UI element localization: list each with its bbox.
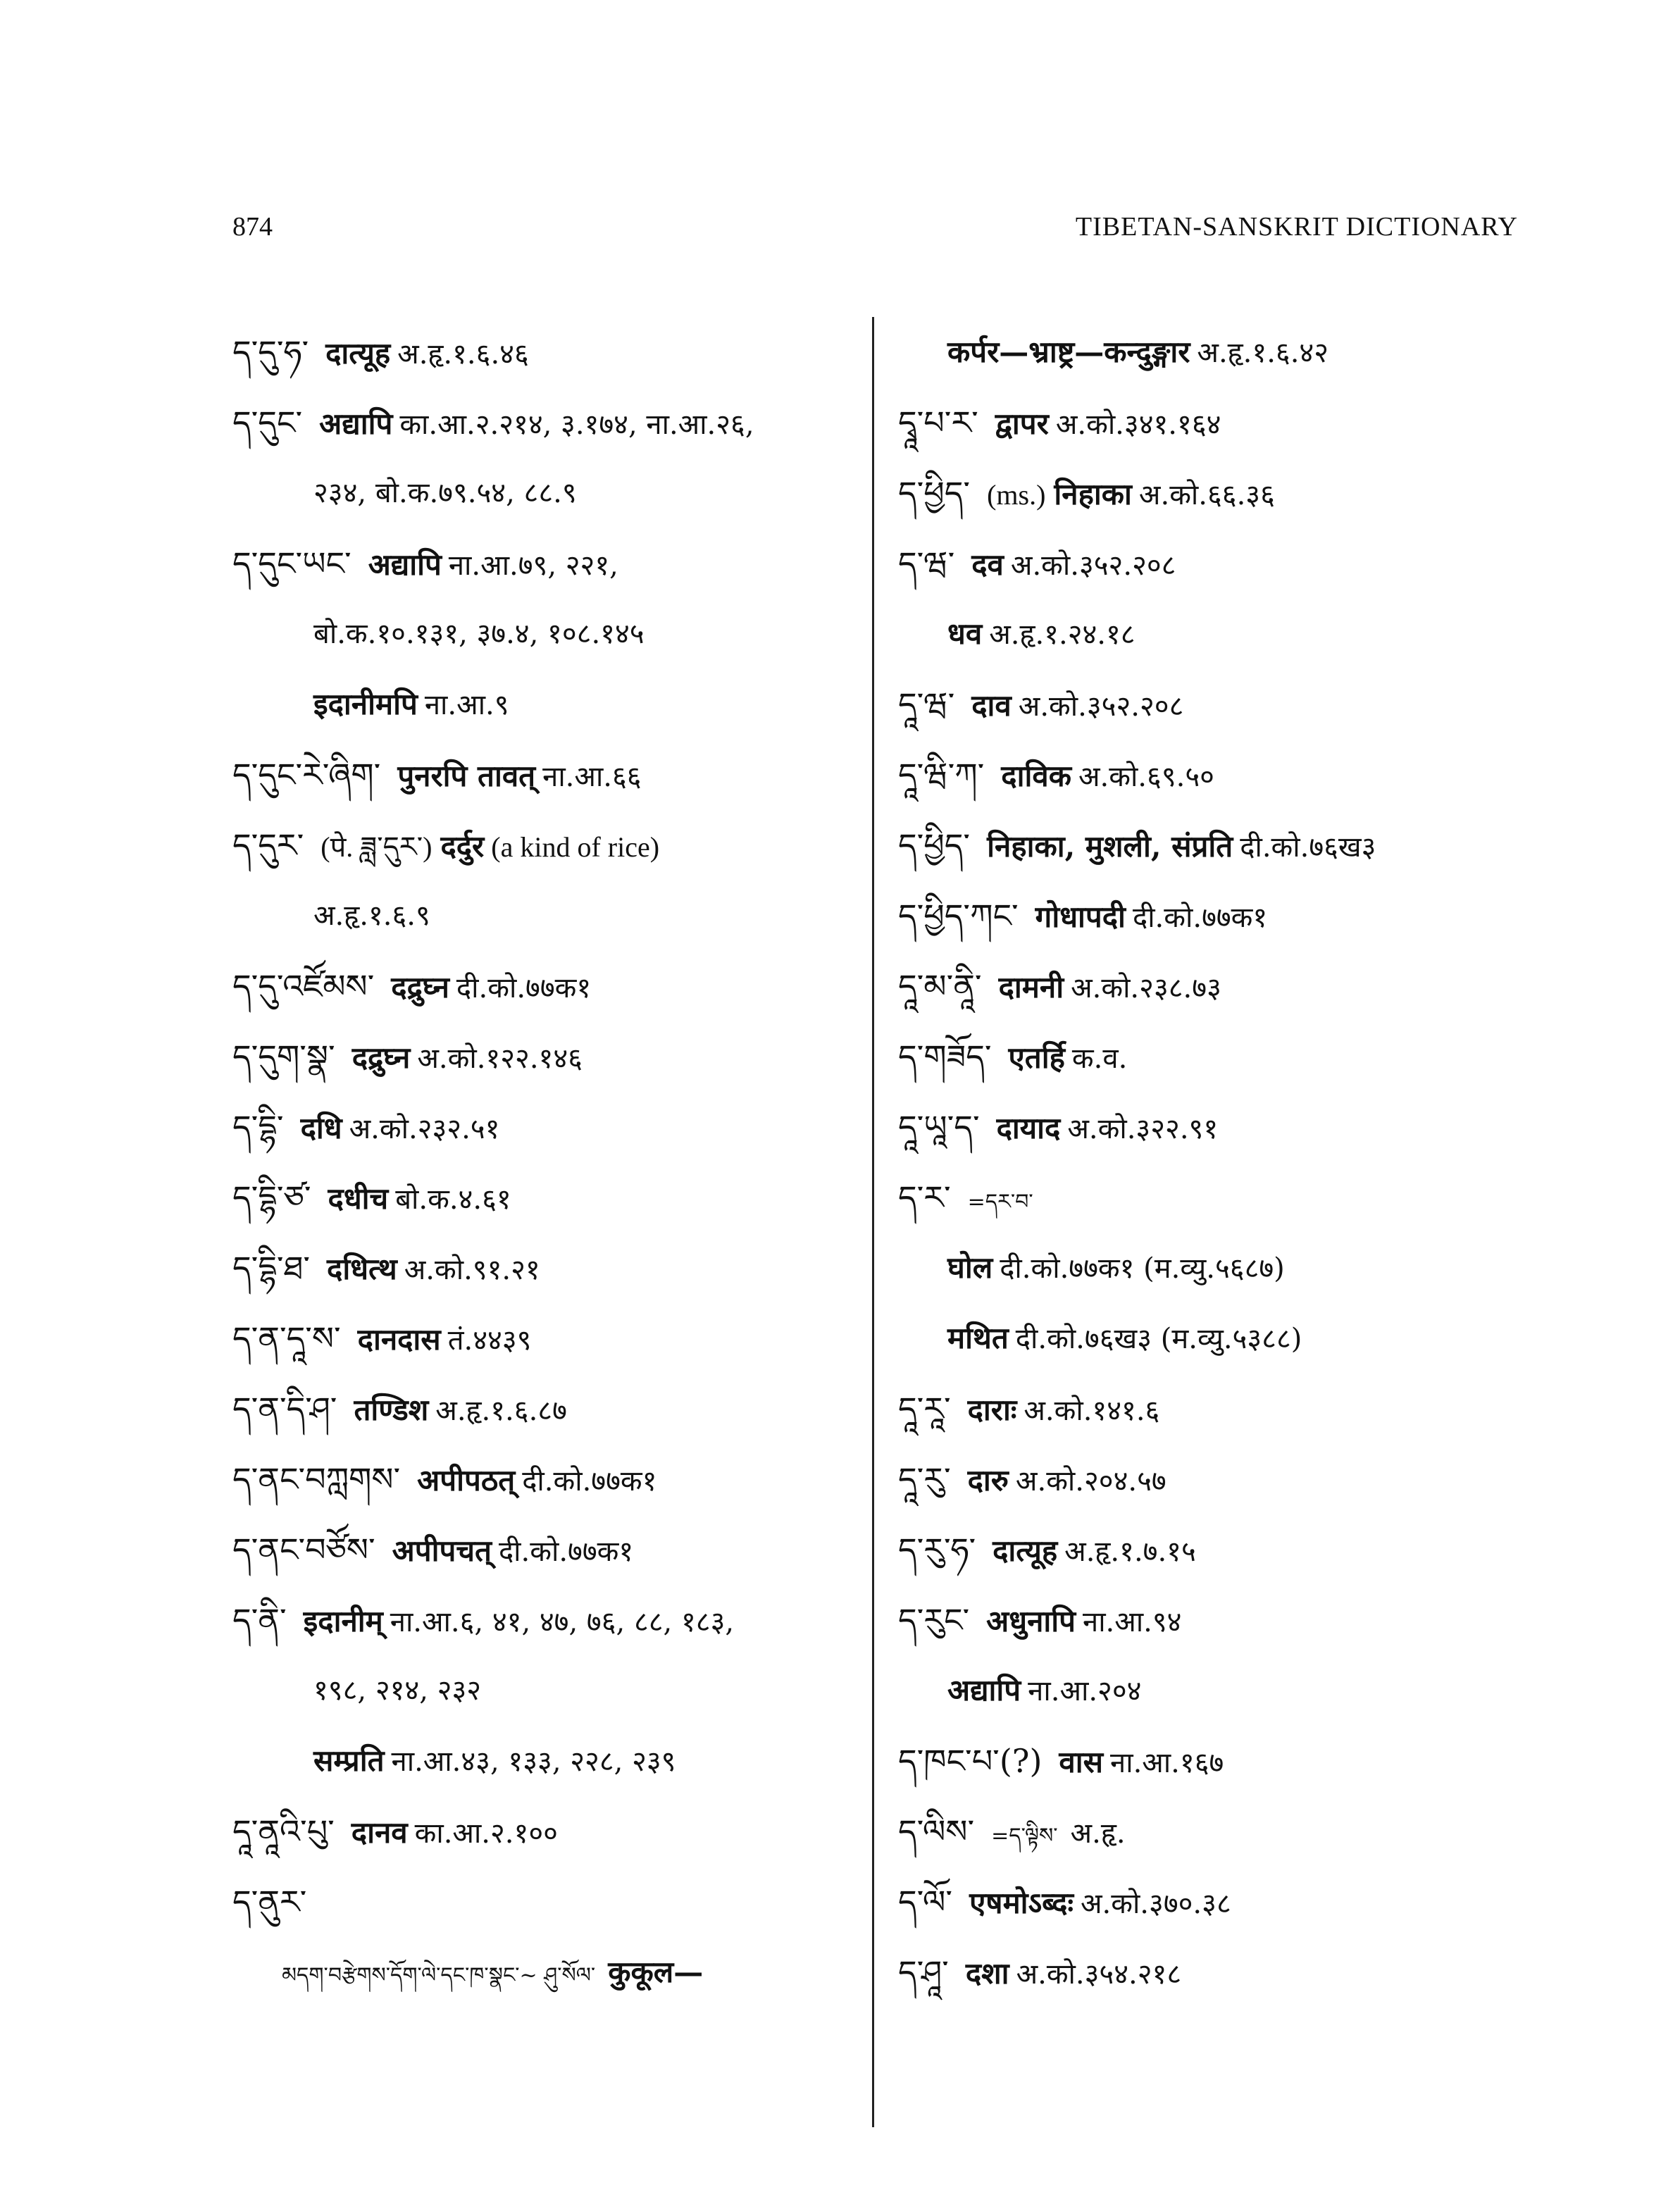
dictionary-entry	[232, 1233, 852, 1303]
tibetan-headword: ད་ལིས་	[898, 1812, 975, 1850]
sanskrit-equivalent: अद्यापि	[947, 1673, 1021, 1707]
dictionary-entry	[232, 1726, 852, 1796]
sanskrit-equivalent: दात्यूह	[993, 1533, 1058, 1568]
sanskrit-equivalent: दधि	[300, 1111, 342, 1145]
dictionary-entry	[898, 387, 1525, 458]
dictionary-entry	[232, 1585, 852, 1655]
dictionary-entry	[898, 1655, 1525, 1726]
dictionary-entry	[232, 880, 852, 951]
sanskrit-equivalent: दाव	[971, 688, 1012, 723]
sanskrit-equivalent: दानदास	[357, 1322, 441, 1357]
sanskrit-equivalent: वास	[1059, 1745, 1104, 1779]
reference: दी.को.७७क१ (म.व्यु.५६८७)	[1000, 1252, 1285, 1285]
dictionary-entry	[898, 880, 1525, 951]
reference: अ.को.२३२.५१	[349, 1113, 500, 1145]
tibetan-headword: ད་ཕྱིད་	[898, 474, 971, 512]
sanskrit-equivalent: दधीच	[328, 1181, 389, 1216]
sanskrit-equivalent: अद्यापि	[319, 406, 393, 441]
reference: अ.को.१२२.१४६	[417, 1042, 583, 1075]
tibetan-headword: ད་ནི་	[232, 1601, 287, 1639]
reference: तं.४४३९	[447, 1324, 532, 1357]
reference: अ.हृ.१.२४.१८	[989, 618, 1135, 651]
tibetan-headword: ད་ནང་བཙོས་	[232, 1531, 375, 1569]
sanskrit-equivalent: दानव	[351, 1815, 408, 1850]
sanskrit-equivalent: कर्पर—भ्राष्ट्र—कन्दुङ्गार	[947, 335, 1190, 369]
dictionary-entry	[232, 1162, 852, 1233]
reference: क.व.	[1071, 1042, 1128, 1075]
tibetan-headword: ད་ཕྱིད་	[898, 826, 971, 864]
reference: अ.को.३७०.३८	[1080, 1888, 1231, 1920]
dictionary-entry	[898, 669, 1525, 740]
sanskrit-equivalent: अद्यापि	[368, 547, 442, 582]
tibetan-headword: དཱ་རུ་	[898, 1460, 951, 1498]
dictionary-entry	[232, 1514, 852, 1585]
sanskrit-equivalent: अपीपचत्	[392, 1533, 492, 1568]
tibetan-headword: ད་ཤཱ་	[898, 1953, 949, 1991]
sanskrit-equivalent: एतर्हि	[1008, 1040, 1065, 1075]
tibetan-headword: ད་རུ་ཧ་	[898, 1531, 976, 1569]
tibetan-headword: ད་དུ་འཛོམས་	[232, 967, 375, 1005]
reference: अ.हृ.१.६.४६	[397, 338, 529, 371]
dictionary-entry	[232, 1444, 852, 1514]
dictionary-entry	[232, 387, 852, 458]
sanskrit-equivalent: दारु	[967, 1463, 1009, 1498]
reference: अ.को.३५२.२०८	[1018, 690, 1184, 723]
left-column	[232, 317, 852, 2127]
sanskrit-equivalent: पुनरपि तावत्	[397, 759, 536, 793]
reference: अ.को.२३८.७३	[1071, 972, 1221, 1004]
dictionary-entry	[232, 951, 852, 1021]
dictionary-entry	[898, 1092, 1525, 1162]
reference: ना.आ.२०४	[1028, 1675, 1142, 1707]
reference: अ.को.३२२.९१	[1067, 1113, 1219, 1145]
dictionary-entry	[898, 1514, 1525, 1585]
sanskrit-equivalent: दात्यूह	[325, 336, 391, 371]
reference: ना.आ.६, ४१, ४७, ७६, ८८, १८३,	[390, 1606, 735, 1638]
dictionary-entry	[898, 810, 1525, 880]
sanskrit-equivalent: दामनी	[998, 970, 1064, 1004]
tibetan-note: =ད་ལྟིས་	[991, 1824, 1058, 1848]
sanskrit-equivalent: दधित्थ	[327, 1252, 397, 1286]
reference: का.आ.२.१००	[414, 1817, 558, 1850]
reference: दी.को.७७क१	[456, 972, 592, 1004]
tibetan-headword: ད་གཟོད་	[898, 1038, 992, 1076]
reference: ना.आ.९	[424, 689, 509, 721]
reference: दी.को.७७क१	[498, 1536, 634, 1568]
sanskrit-equivalent: कुकूल—	[608, 1955, 704, 1989]
dictionary-entry	[232, 1021, 852, 1092]
sanskrit-equivalent: इदानीमपि	[313, 687, 418, 721]
dictionary-entry	[232, 740, 852, 810]
dictionary-entry	[898, 1233, 1525, 1303]
tibetan-headword: ད་ནུར་	[232, 1883, 307, 1921]
dictionary-entry	[898, 740, 1525, 810]
sanskrit-equivalent: दायाद	[996, 1111, 1061, 1145]
tibetan-headword: ད་ན་དཱ་ས་	[232, 1319, 341, 1357]
sanskrit-equivalent: धव	[947, 616, 983, 651]
dictionary-entry	[232, 1655, 852, 1726]
sanskrit-equivalent: निहाका	[1054, 477, 1132, 511]
reference: ना.आ.१६७	[1110, 1747, 1224, 1779]
tibetan-headword: ད་དུར་	[232, 826, 304, 864]
reference: अ.को.९१.२१	[404, 1254, 540, 1286]
reference: अ.को.३४१.१६४	[1055, 409, 1221, 441]
dictionary-entry	[232, 1374, 852, 1444]
tibetan-note: =དར་བ་	[967, 1190, 1033, 1214]
tibetan-headword: དཱ་ནཱའི་པུ་	[232, 1812, 335, 1850]
reference: अ.को.३५२.२०८	[1010, 549, 1176, 582]
reference: अ.को.३५४.२१८	[1016, 1958, 1182, 1991]
dictionary-entry	[232, 599, 852, 669]
tibetan-headword: དཱ་ཝི་ཀ་	[898, 756, 985, 794]
tibetan-headword: ད་དུང་ཡང་	[232, 544, 351, 583]
dictionary-entry	[232, 810, 852, 880]
reference: ना.आ.६६	[542, 761, 642, 793]
reference: अ.हृ.१.६.९	[313, 899, 430, 932]
dictionary-entry	[898, 1021, 1525, 1092]
dictionary-entry	[232, 1092, 852, 1162]
tibetan-headword: དྭཱ་པ་ར་	[898, 404, 978, 442]
dictionary-entry	[898, 951, 1525, 1021]
sanskrit-equivalent: अपीपठत्	[417, 1463, 516, 1498]
right-column	[898, 317, 1525, 2127]
dictionary-entry	[898, 599, 1525, 669]
sanskrit-equivalent: गोधापदी	[1035, 899, 1126, 934]
tibetan-headword: ད་དུང་	[232, 404, 303, 442]
sanskrit-equivalent: दद्रुघ्न	[351, 1040, 411, 1075]
sanskrit-equivalent: द्वापर	[995, 406, 1049, 441]
dictionary-entry	[898, 1585, 1525, 1655]
dictionary-entry	[898, 1796, 1525, 1867]
tibetan-headword: ད་ནང་བཀླགས་	[232, 1460, 401, 1498]
reference: अ.को.१४१.६	[1023, 1395, 1160, 1427]
sanskrit-equivalent: दाविक	[1001, 759, 1071, 793]
sanskrit-equivalent: इदानीम्	[303, 1604, 383, 1638]
reference: अ.हृ.१.६.८७	[435, 1395, 567, 1427]
reference: दी.को.७६ख३	[1240, 831, 1376, 864]
dictionary-entry	[232, 458, 852, 528]
tibetan-headword: ད་ན་དི་ཤ་	[232, 1390, 337, 1428]
dictionary-entry	[232, 1937, 852, 2007]
reference: बो.क.१०.१३१, ३७.४, १०८.१४५	[313, 618, 645, 650]
dictionary-entry	[898, 1937, 1525, 2007]
reference: ना.आ.४३, १३३, २२८, २३९	[391, 1745, 676, 1778]
dictionary-entry	[232, 1796, 852, 1867]
sanskrit-equivalent: मथित	[947, 1321, 1009, 1355]
dictionary-entry	[232, 528, 852, 599]
reference: बो.क.४.६१	[395, 1183, 511, 1216]
running-head: TIBETAN-SANSKRIT DICTIONARY	[1075, 212, 1518, 242]
reference: दी.को.७६ख३ (म.व्यु.५३८८)	[1015, 1323, 1302, 1355]
tibetan-headword: དཱ་ཝ་	[898, 685, 955, 723]
reference: अ.को.६६.३६	[1138, 479, 1275, 511]
reference: दी.को.७७क१	[522, 1465, 657, 1498]
tibetan-headword: ད་དུག་སྣ་	[232, 1038, 335, 1076]
tibetan-headword: དཱ་མ་ནཱི་	[898, 967, 982, 1005]
page-header	[0, 211, 1680, 254]
reference: अ.हृ.	[1070, 1817, 1126, 1850]
dictionary-entry	[898, 458, 1525, 528]
gloss-note: (a kind of rice)	[491, 831, 660, 863]
sanskrit-equivalent: सम्प्रति	[313, 1743, 385, 1778]
dictionary-entry	[232, 317, 852, 387]
dictionary-entry	[232, 1303, 852, 1374]
dictionary-entry	[898, 1303, 1525, 1374]
tibetan-headword: ད་དྷི་ཙ་	[232, 1178, 311, 1216]
tibetan-note: མདག་བརྩེགས་དོག་ལེ་དང་ཁ་སྣང་~ ཤུ་སོལ་	[282, 1963, 596, 1988]
tibetan-headword: ད་དྷི་ཐ་	[232, 1249, 311, 1287]
reference: १९८, २१४, २३२	[313, 1674, 482, 1707]
sanskrit-equivalent: एषमोऽब्दः	[969, 1886, 1074, 1920]
dictionary-entry	[232, 1867, 852, 1937]
dictionary-entry	[898, 1726, 1525, 1796]
page-number: 874	[232, 212, 273, 242]
sanskrit-equivalent: दव	[971, 547, 1004, 582]
reference: ना.आ.९४	[1083, 1606, 1182, 1638]
sanskrit-equivalent: दाराः	[967, 1393, 1017, 1427]
tibetan-headword: ད་རུང་	[898, 1601, 970, 1639]
reference: ना.आ.७९, २२१,	[448, 549, 618, 582]
reference: का.आ.२.२१४, ३.१७४, ना.आ.२६,	[399, 409, 754, 441]
sanskrit-equivalent: घोल	[947, 1250, 993, 1285]
tibetan-headword: དཱ་རཱ་	[898, 1390, 951, 1428]
reference: दी.को.७७क१	[1132, 902, 1268, 934]
reference: अ.को.२०४.५७	[1015, 1465, 1166, 1498]
tibetan-headword: ད་ཝ་	[898, 544, 955, 583]
column-divider	[872, 317, 874, 2127]
gloss-note: (पे. ཟླ་དུར་)	[321, 831, 433, 863]
sanskrit-equivalent: दद्रुघ्न	[391, 970, 449, 1004]
tibetan-headword: ད་ལོ་	[898, 1883, 953, 1921]
gloss-note: (ms.)	[987, 479, 1046, 511]
sanskrit-equivalent: अधुनापि	[986, 1604, 1076, 1638]
reference: २३४, बो.क.७९.५४, ८८.९	[313, 477, 577, 509]
dictionary-entry	[898, 1162, 1525, 1233]
tibetan-headword: དཱ་ཡཱ་ད་	[898, 1108, 980, 1146]
reference: अ.हृ.१.७.१५	[1064, 1536, 1196, 1568]
dictionary-entry	[898, 1444, 1525, 1514]
dictionary-entry	[898, 1867, 1525, 1937]
dictionary-entry	[898, 1374, 1525, 1444]
reference: अ.हृ.१.६.४२	[1197, 337, 1329, 369]
sanskrit-equivalent: दर्दुर	[440, 829, 485, 864]
sanskrit-equivalent: निहाका, मुशली, संप्रति	[987, 829, 1233, 864]
tibetan-headword: ད་ཁང་པ་(?)	[898, 1742, 1043, 1780]
dictionary-entry	[232, 669, 852, 740]
sanskrit-equivalent: दशा	[965, 1956, 1009, 1991]
dictionary-entry	[898, 317, 1525, 387]
dictionary-entry	[898, 528, 1525, 599]
sanskrit-equivalent: तण्डिश	[354, 1393, 429, 1427]
reference: अ.को.६९.५०	[1078, 761, 1214, 793]
tibetan-headword: ད་དུ་ཧ་	[232, 333, 309, 371]
tibetan-headword: ད་ཕྱིད་ཀང་	[898, 897, 1019, 935]
tibetan-headword: ད་དུང་རེ་ཞིག་	[232, 756, 381, 794]
tibetan-headword: ད་དྷི་	[232, 1108, 284, 1146]
tibetan-headword: ད་ར་	[898, 1178, 951, 1216]
